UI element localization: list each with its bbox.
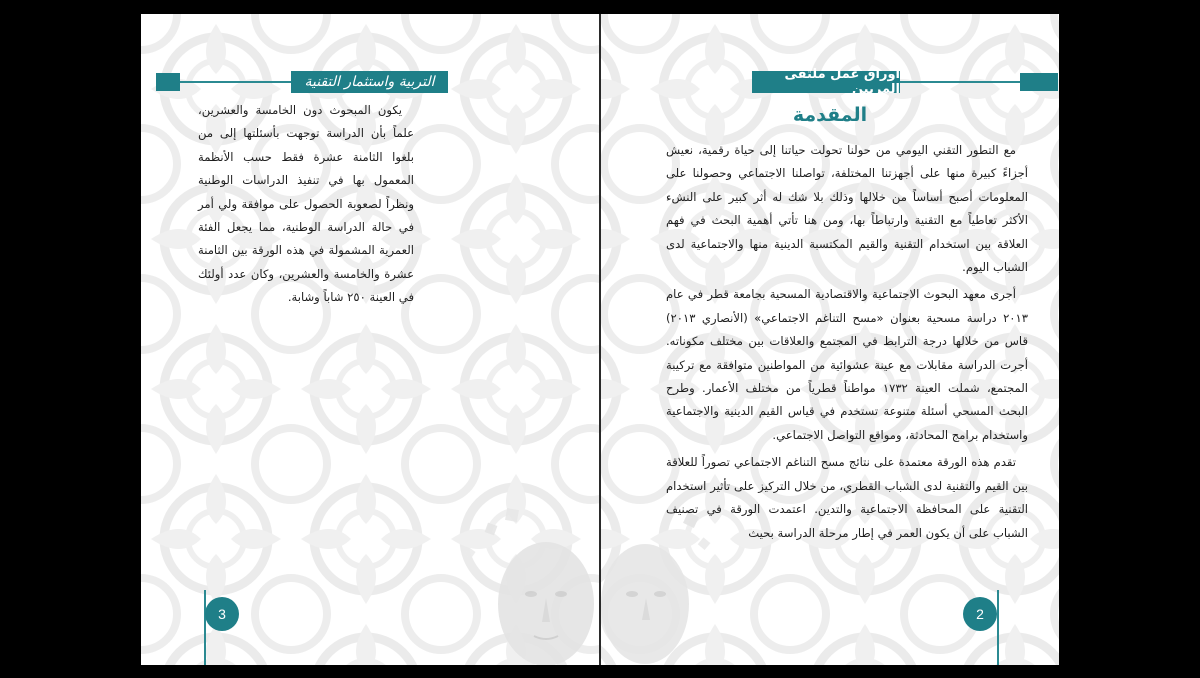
book-spine <box>599 14 601 665</box>
section-heading: المقدمة <box>792 104 868 126</box>
right-page-body <box>666 139 1028 545</box>
paragraph: تقدم هذه الورقة معتمدة على نتائج مسح التناغم الاجتماعي تصوراً للعلاقة بين القيم والتقنية لدى الشباب القطري، من خلال التركيز على تأثير استخدام التقنية على المحافظة الاجتماعية والتدين. اعتمدت الورقة في تصنيف الشباب على أن يكون العمر في إطار مرحلة الدراسة بحيث <box>666 455 1028 540</box>
faces-illustration-left <box>426 494 600 665</box>
paragraph: أجرى معهد البحوث الاجتماعية والاقتصادية المسحية بجامعة قطر في عام ٢٠١٣ دراسة مسحية بعنوان «مسح التناغم الاجتماعي» (الأنصاري ٢٠١٣) قاس من خلالها درجة الترابط في المجتمع والعلاقات بين مختلف مكوناته. أجرت الدراسة مقابلات مع عينة عشوائية من المواطنين متوافقة مع تركيبة المجتمع، شملت العينة ١٧٣٢ مواطناً قطرياً من مختلف الأعمار. وطرح البحث المسحي أسئلة متنوعة تستخدم في قياس القيم الدينية والاجتماعية واستخدام برامج المحادثة، ومواقع التواصل الاجتماعي. <box>666 287 1028 442</box>
page-number-rule-right <box>997 590 999 665</box>
left-page-body <box>198 99 414 310</box>
page-header-left: التربية واستثمار التقنية <box>291 71 448 93</box>
header-tab-left <box>156 73 180 91</box>
paragraph: يكون المبحوث دون الخامسة والعشرين، علماً بأن الدراسة توجهت بأسئلتها إلى من بلغوا الثامنة عشرة فقط حسب الأنظمة المعمول بها في تنفيذ الدراسات الوطنية ونظراً لصعوبة الحصول على موافقة ولي أمر في حالة الدراسة الوطنية، مما يجعل الفئة العمرية المشمولة في هذه الورقة بين الثامنة عشرة والخامسة والعشرين، وكان عدد أولئك في العينة ٢٥٠ شاباً وشابة. <box>198 103 414 305</box>
page-number-rule-left <box>204 590 206 665</box>
paragraph: مع التطور التقني اليومي من حولنا تحولت حياتنا إلى حياة رقمية، نعيش أجزاءً كبيرة منها على أجهزتنا المختلفة، تواصلنا الاجتماعي وحصولنا على المعلومات أصبح أساساً من خلالها وذلك بلا شك له أثر كبير على النشء الأكثر تعاطياً مع التقنية وارتباطاً بها، ومن هنا تأتي أهمية البحث في فهم العلاقة بين استخدام التقنية والقيم المكتسبة الدينية منها والاجتماعية لدى الشباب اليوم. <box>666 143 1028 275</box>
page-number-right: 2 <box>963 597 997 631</box>
page-header-right: أوراق عمل ملتقى المربين <box>752 71 900 93</box>
header-tab-right <box>1020 73 1058 91</box>
page-number-left: 3 <box>205 597 239 631</box>
